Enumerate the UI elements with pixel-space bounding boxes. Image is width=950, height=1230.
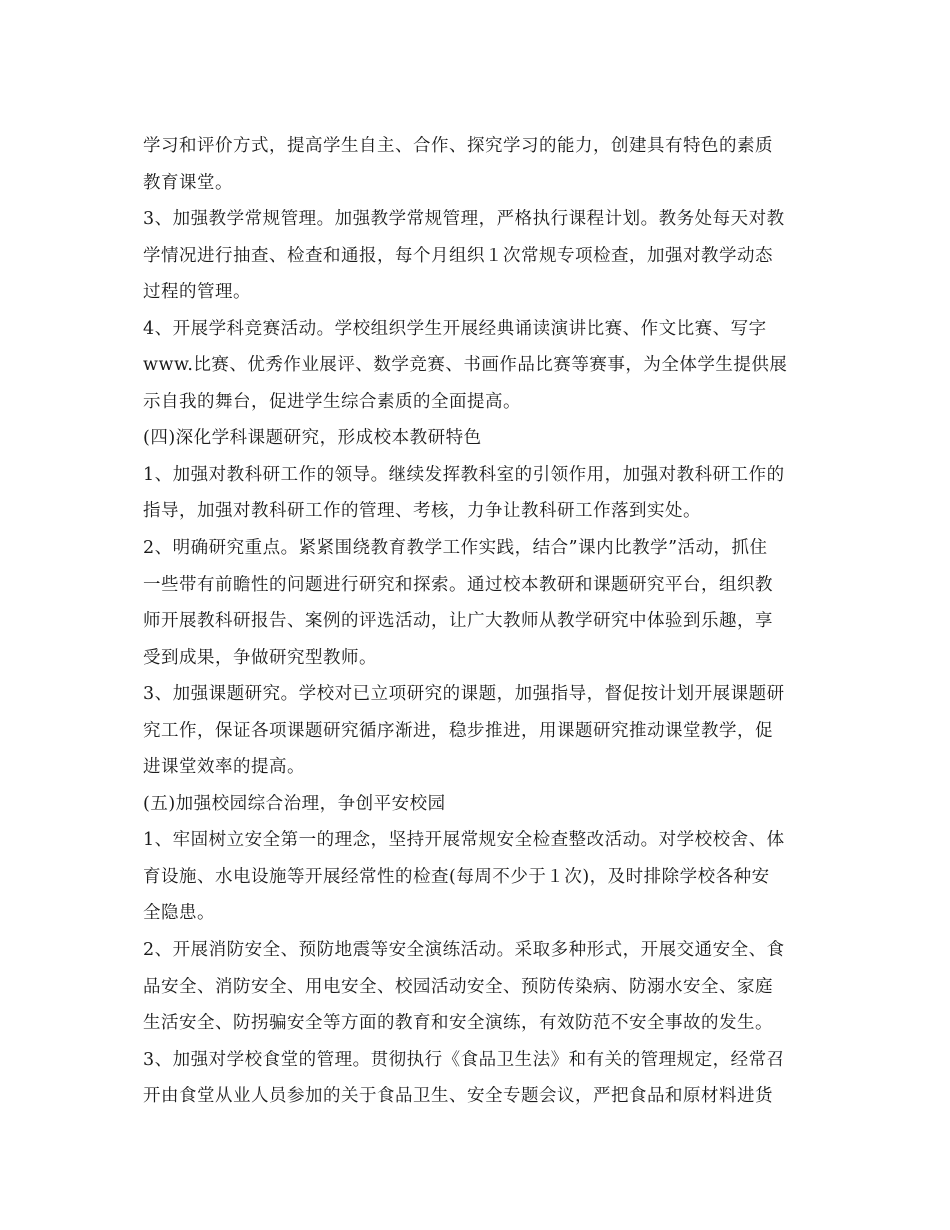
text-line: 学情况进行抽查、检查和通报，每个月组织１次常规专项检查，加强对教学动态 (143, 245, 773, 266)
text-line: 3、加强教学常规管理。加强教学常规管理，严格执行课程计划。教务处每天对教 (143, 209, 785, 230)
text-line: 教育课堂。 (143, 172, 233, 193)
text-line: 师开展教科研报告、案例的评选活动，让广大教师从教学研究中体验到乐趣，享 (143, 611, 773, 632)
section-heading: (四)深化学科课题研究，形成校本教研特色 (143, 428, 482, 449)
text-line: www.比赛、优秀作业展评、数学竞赛、书画作品比赛等赛事，为全体学生提供展 (143, 355, 788, 376)
section-heading: (五)加强校园综合治理，争创平安校园 (143, 793, 446, 814)
text-line: 学习和评价方式，提高学生自主、合作、探究学习的能力，创建具有特色的素质 (143, 136, 773, 156)
text-line: 品安全、消防安全、用电安全、校园活动安全、预防传染病、防溺水安全、家庭 (143, 976, 773, 997)
text-line: 究工作，保证各项课题研究循序渐进，稳步推进，用课题研究推动课堂教学，促 (143, 720, 773, 741)
text-line: 进课堂效率的提高。 (143, 757, 305, 778)
text-line: 3、加强对学校食堂的管理。贯彻执行《食品卫生法》和有关的管理规定，经常召 (143, 1049, 785, 1070)
text-line: 2、开展消防安全、预防地震等安全演练活动。采取多种形式，开展交通安全、食 (143, 940, 785, 961)
text-line: 一些带有前瞻性的问题进行研究和探索。通过校本教研和课题研究平台，组织教 (143, 574, 773, 595)
text-line: 受到成果，争做研究型教师。 (143, 647, 377, 668)
text-line: 示自我的舞台，促进学生综合素质的全面提高。 (143, 391, 521, 412)
text-line: 开由食堂从业人员参加的关于食品卫生、安全专题会议，严把食品和原材料进货 (143, 1086, 773, 1107)
text-line: 3、加强课题研究。学校对已立项研究的课题，加强指导，督促按计划开展课题研 (143, 684, 785, 705)
text-line: 4、开展学科竞赛活动。学校组织学生开展经典诵读演讲比赛、作文比赛、写字 (143, 318, 767, 339)
text-line: 育设施、水电设施等开展经常性的检查(每周不少于１次)，及时排除学校各种安 (143, 866, 770, 887)
text-line: 2、明确研究重点。紧紧围绕教育教学工作实践，结合”课内比教学”活动，抓住 (143, 538, 768, 559)
text-line: 1、牢固树立安全第一的理念，坚持开展常规安全检查整改活动。对学校校舍、体 (143, 830, 785, 851)
text-line: 指导，加强对教科研工作的管理、考核，力争让教科研工作落到实处。 (143, 501, 701, 522)
text-line: 1、加强对教科研工作的领导。继续发挥教科室的引领作用，加强对教科研工作的 (143, 464, 785, 485)
document-body (143, 128, 813, 1115)
text-line: 过程的管理。 (143, 282, 251, 303)
text-line: 全隐患。 (143, 903, 215, 924)
text-line: 生活安全、防拐骗安全等方面的教育和安全演练，有效防范不安全事故的发生。 (143, 1013, 773, 1034)
